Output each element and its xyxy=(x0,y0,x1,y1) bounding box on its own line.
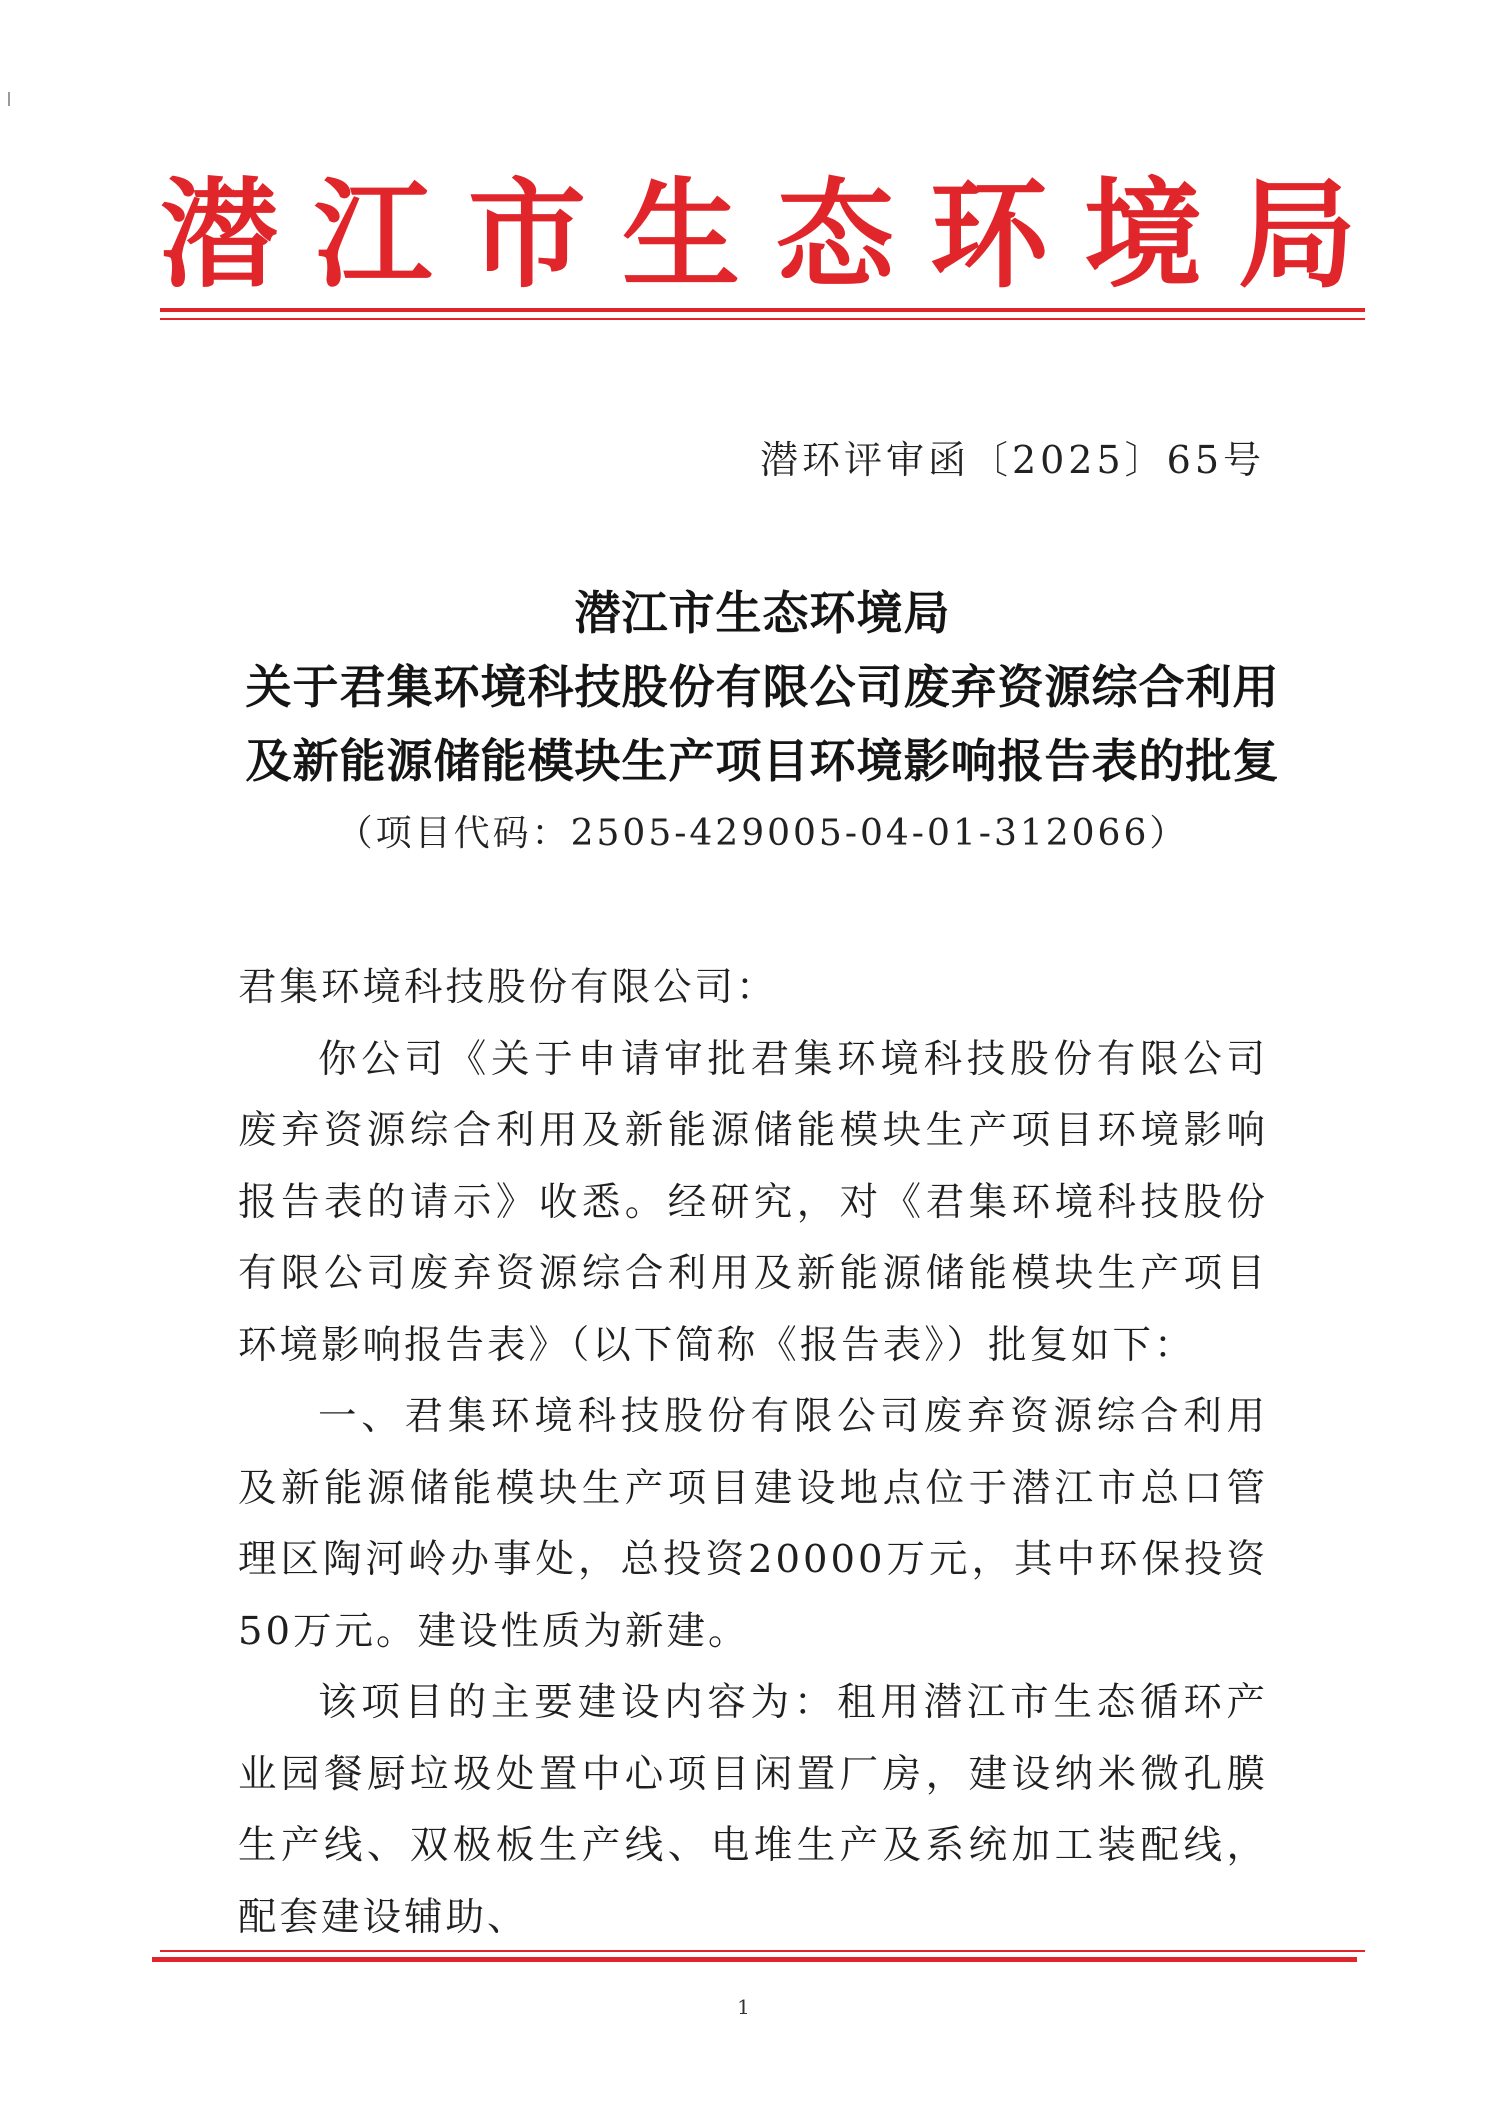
organization-letterhead: 潜江市生态环境局 xyxy=(160,165,1393,304)
title-line-3: 及新能源储能模块生产项目环境影响报告表的批复 xyxy=(245,734,1280,788)
document-number: 潜环评审函〔2025〕65号 xyxy=(759,438,1265,482)
scan-artifact xyxy=(8,92,10,106)
body-paragraph-3: 该项目的主要建设内容为：租用潜江市生态循环产业园餐厨垃圾处置中心项目闲置厂房，建设纳米微孔膜生产线、双极板生产线、电堆生产及系统加工装配线，配套建设辅助、 xyxy=(238,1680,1268,1940)
letterhead-rule-thin xyxy=(160,318,1365,320)
body-paragraph-2: 一、君集环境科技股份有限公司废弃资源综合利用及新能源储能模块生产项目建设地点位于潜江市总口管理区陶河岭办事处，总投资20000万元，其中环保投资50万元。建设性质为新建。 xyxy=(238,1394,1268,1654)
footer-rule-thick xyxy=(152,1957,1357,1962)
document-title xyxy=(160,576,1365,864)
document-body xyxy=(238,952,1268,1953)
project-code: （项目代码：2505-429005-04-01-312066） xyxy=(336,813,1189,854)
letterhead-rule-thick xyxy=(160,308,1365,312)
salutation: 君集环境科技股份有限公司： xyxy=(238,965,778,1010)
body-paragraph-1: 你公司《关于申请审批君集环境科技股份有限公司废弃资源综合利用及新能源储能模块生产项目环境影响报告表的请示》收悉。经研究，对《君集环境科技股份有限公司废弃资源综合利用及新能源储能模块生产项目环境影响报告表》（以下简称《报告表》）批复如下： xyxy=(238,1036,1268,1368)
title-line-2: 关于君集环境科技股份有限公司废弃资源综合利用 xyxy=(245,660,1280,714)
page-number: 1 xyxy=(737,1995,750,2019)
footer-rule-thin xyxy=(160,1950,1365,1952)
title-line-1: 潜江市生态环境局 xyxy=(574,586,951,640)
